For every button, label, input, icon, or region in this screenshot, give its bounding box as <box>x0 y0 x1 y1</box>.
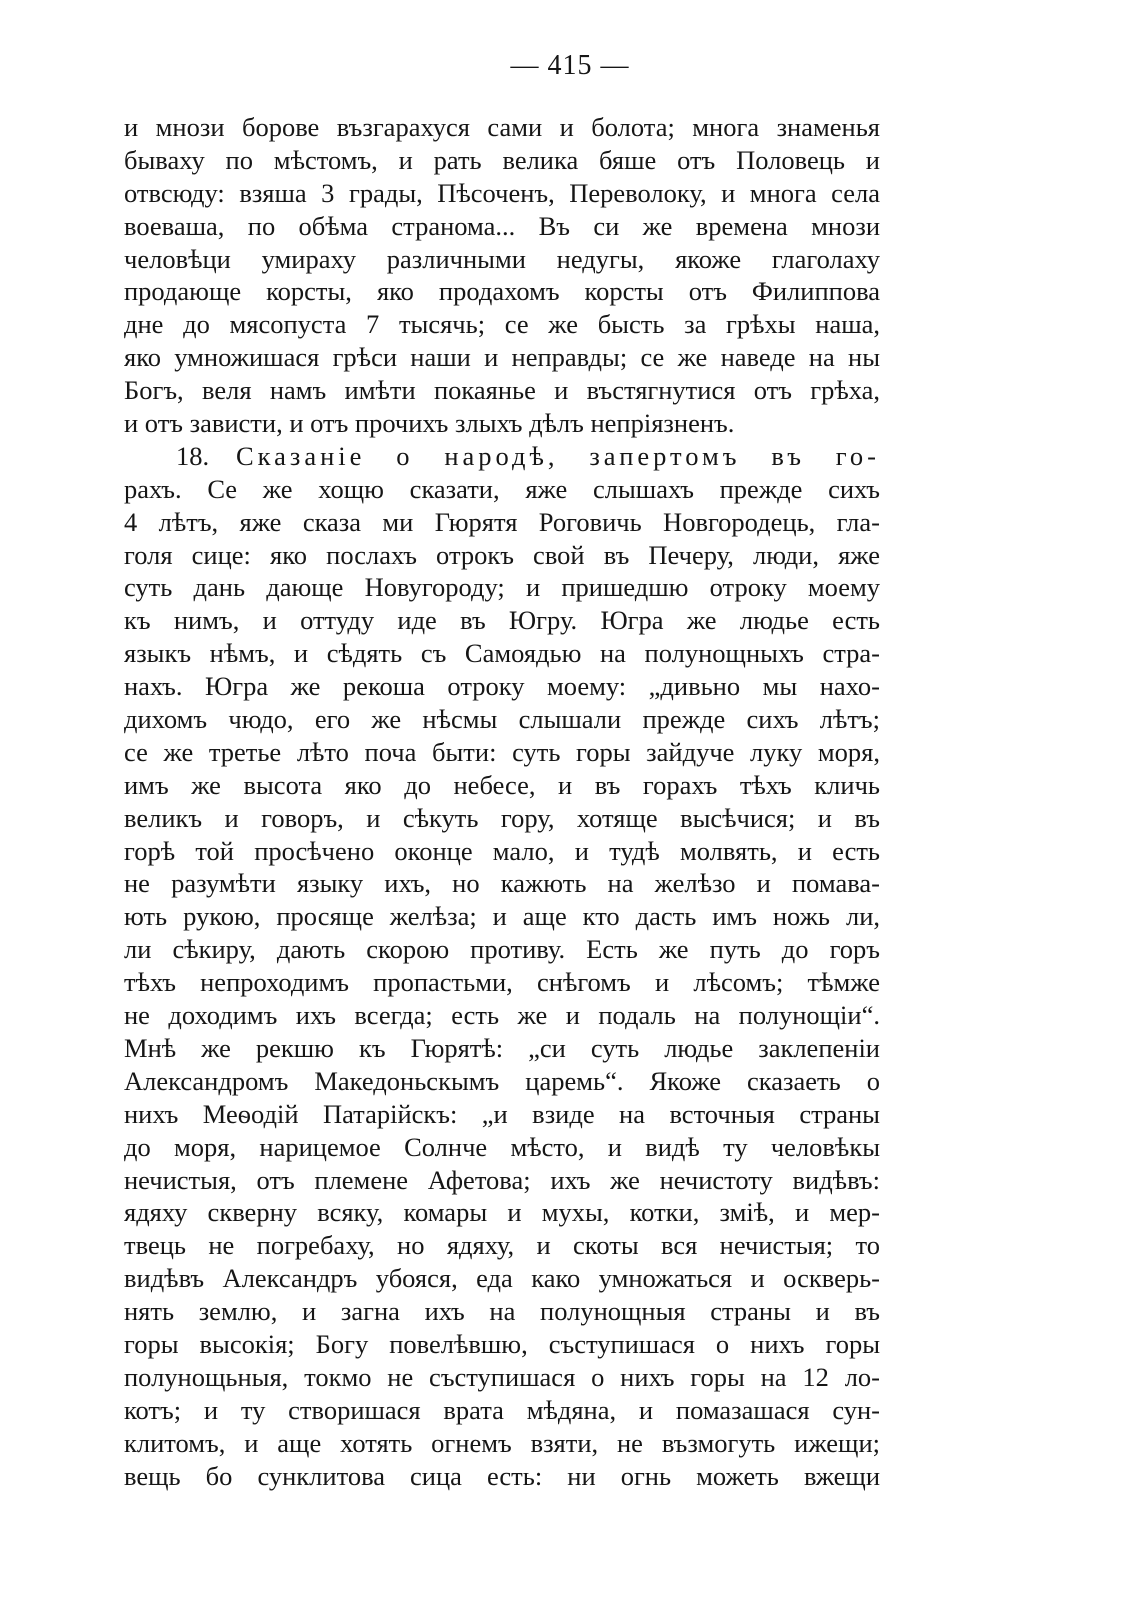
section-number: 18. <box>176 440 210 471</box>
text-line: не доходимъ ихъ всегда; есть же и подаль на полунощіи“. <box>124 1000 880 1031</box>
text-line: дне до мясопуста 7 тысячь; се же бысть за грѣхы наша, <box>124 309 880 340</box>
text-line: горѣ той просѣчено оконце мало, и тудѣ молвять, и есть <box>124 835 880 866</box>
text-line: полунощьныя, токмо не съступишася о нихъ горы на 12 ло- <box>124 1361 880 1392</box>
text-line: горы высокія; Богу повелѣвшю, съступишася о нихъ горы <box>124 1328 880 1359</box>
text-line: 4 лѣтъ, яже сказа ми Гюрятя Роговичь Новгородець, гла- <box>124 506 880 537</box>
text-line: голя сице: яко послахъ отрокъ свой въ Печеру, люди, яже <box>124 539 880 570</box>
text-line: великъ и говоръ, и сѣкуть гору, хотяще высѣчися; и въ <box>124 802 880 833</box>
text-line: человѣци умираху различными недугы, якоже глаголаху <box>124 243 880 274</box>
text-line: языкъ нѣмъ, и сѣдять съ Самоядью на полунощныхъ стра- <box>124 638 880 669</box>
text-line: твець не погребаху, но ядяху, и скоты вся нечистыя; то <box>124 1230 880 1261</box>
text-line: нахъ. Югра же рекоша отроку моему: „дивьно мы нахо- <box>124 671 880 702</box>
text-line: клитомъ, и аще хотять огнемъ взяти, не възмогуть ижещи; <box>124 1427 880 1458</box>
text-line: и отъ зависти, и отъ прочихъ злыхъ дѣлъ непріязненъ. <box>124 408 735 439</box>
text-line: нять землю, и загна ихъ на полунощныя страны и въ <box>124 1296 880 1327</box>
text-line: Александромъ Македоньскымъ царемь“. Якоже сказаеть о <box>124 1065 880 1096</box>
text-line: ли сѣкиру, дають скорою противу. Есть же путь до горъ <box>124 934 880 965</box>
text-line: къ нимъ, и оттуду иде въ Югру. Югра же людье есть <box>124 605 880 636</box>
text-line: нихъ Меѳодій Патарійскъ: „и взиде на всточныя страны <box>124 1098 880 1129</box>
text-line: дихомъ чюдо, его же нѣсмы слышали прежде сихъ лѣтъ; <box>124 704 880 735</box>
text-line: тѣхъ непроходимъ пропастьми, снѣгомъ и лѣсомъ; тѣмже <box>124 967 880 998</box>
text-line: рахъ. Се же хощю сказати, яже слышахъ прежде сихъ <box>124 473 880 504</box>
body-text <box>124 111 880 1492</box>
text-line: и мнози борове възгарахуся сами и болота; многа знаменья <box>124 112 880 142</box>
text-line: нечистыя, отъ племене Афетова; ихъ же нечистоту видѣвъ: <box>124 1164 880 1195</box>
text-line: суть дань дающе Новугороду; и пришедшю отроку моему <box>124 572 880 603</box>
text-line: воеваша, по обѣма странома... Въ си же времена мнози <box>124 210 880 241</box>
text-line: ядяху скверну всяку, комары и мухы, котки, змiѣ, и мер- <box>124 1197 880 1228</box>
text-line: до моря, нарицемое Солнче мѣсто, и видѣ ту человѣкы <box>124 1131 880 1162</box>
text-line: не разумѣти языку ихъ, но кажють на желѣзо и помава- <box>124 868 880 899</box>
text-line: Мнѣ же рекшю къ Гюрятѣ: „си суть людье заклепеніи <box>124 1032 880 1063</box>
text-line: имъ же высота яко до небесе, и въ горахъ тѣхъ кличь <box>124 769 880 800</box>
text-line: вещь бо сунклитова сица есть: ни огнь можеть вжещи <box>124 1460 880 1491</box>
text-line: видѣвъ Александръ убояся, еда како умножаться и оскверь- <box>124 1263 880 1294</box>
text-line: бываху по мѣстомъ, и рать велика бяше отъ Половець и <box>124 144 880 175</box>
text-line: отвсюду: взяша 3 грады, Пѣсоченъ, Переволоку, и многа села <box>124 177 880 208</box>
text-line: котъ; и ту створишася врата мѣдяна, и помазашася сун- <box>124 1394 880 1425</box>
text-line: Богъ, веля намъ имѣти покаянье и въстягнутися отъ грѣха, <box>124 375 880 406</box>
text-line: яко умножишася грѣси наши и неправды; се же наведе на ны <box>124 342 880 373</box>
text-line: продающе корсты, яко продахомъ корсты отъ Филиппова <box>124 276 880 307</box>
section-heading-line <box>124 440 880 473</box>
section-title: Сказаніе о народѣ, запертомъ въ го- <box>235 440 881 471</box>
page-number: — 415 — <box>510 50 630 81</box>
text-line: се же третье лѣто поча быти: суть горы зайдуче луку моря, <box>124 736 880 767</box>
text-line: ють рукою, просяще желѣза; и аще кто дасть имъ ножь ли, <box>124 901 880 932</box>
